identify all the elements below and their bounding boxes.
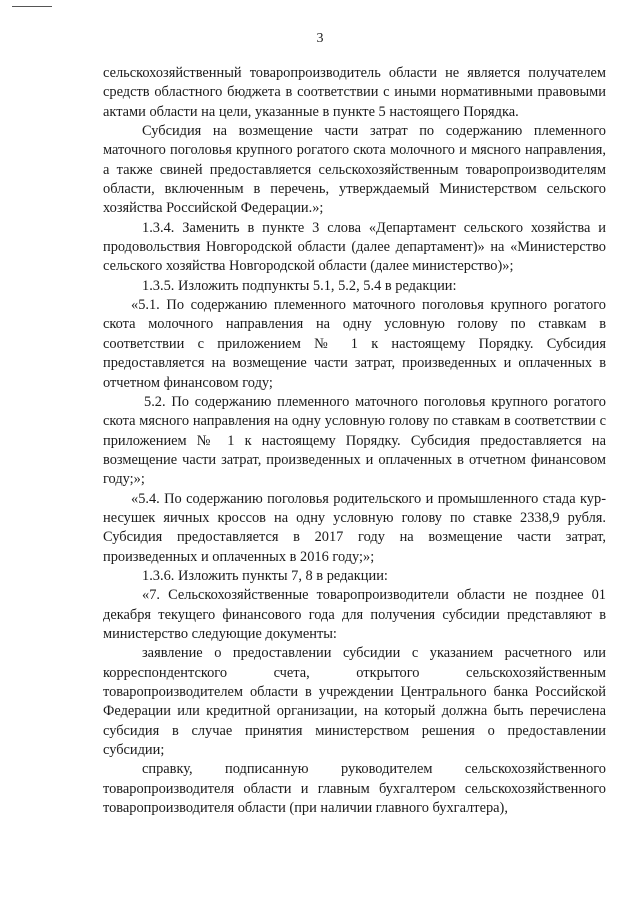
paragraph-5-2: 5.2. По содержанию племенного маточного поголовья крупного рогатого скота мясного направления на одну условную голову по ставкам в соответствии с приложением № 1 к настоящему Порядку. Субсидия предоставляется на возмещение части затрат, произведенных и оплаченных в отчетном финансовом году;»; (103, 393, 606, 488)
paragraph-1-3-5: 1.3.5. Изложить подпункты 5.1, 5.2, 5.4 в редакции: (142, 277, 457, 294)
paragraph-subsidy-recipients: Субсидия на возмещение части затрат по содержанию племенного маточного поголовья крупного рогатого скота молочного и мясного направления, а также свиней предоставляется сельскохозяйственным товаропроизводителям области, включенным в перечень, утверждаемый Министерством сельского хозяйства Российской Федерации.»; (103, 123, 606, 217)
header-rule (12, 6, 52, 7)
paragraph-certificate: справку, подписанную руководителем сельскохозяйственного товаропроизводителя области и главным бухгалтером сельскохозяйственного товаропроизводителя области (при наличии главного бухгалтера), (103, 761, 606, 817)
page-number: 3 (316, 31, 324, 46)
paragraph-application: заявление о предоставлении субсидии с указанием расчетного или корреспондентского счета, открытого сельскохозяйственным товаропроизводителем области в учреждении Центрального банка Российской Федерации или кредитной организации, на который должна быть перечислена субсидия в случае принятия министерством решения о предоставлении субсидии; (103, 645, 606, 759)
paragraph-1-3-6: 1.3.6. Изложить пункты 7, 8 в редакции: (142, 567, 388, 584)
paragraph-7: «7. Сельскохозяйственные товаропроизводители области не позднее 01 декабря текущего финансового года для получения субсидии представляют в министерство следующие документы: (103, 587, 606, 642)
paragraph-5-4: «5.4. По содержанию поголовья родительского и промышленного стада кур-несушек яичных кроссов на одну условную голову по ставке 2338,9 рубля. Субсидия предоставляется в 2017 году на возмещение части затрат, произведенных и оплаченных в 2016 году;»; (103, 490, 606, 565)
document-body (103, 64, 606, 818)
paragraph-1-3-4: 1.3.4. Заменить в пункте 3 слова «Департамент сельского хозяйства и продовольствия Новгородской области (далее департамент)» на «Министерство сельского хозяйства Новгородской области (далее министерство)»; (103, 219, 606, 275)
paragraph-5-1: «5.1. По содержанию племенного маточного поголовья крупного рогатого скота молочного направления на одну условную голову по ставкам в соответствии с приложением № 1 к настоящему Порядку. Субсидия предоставляется на возмещение части затрат, произведенных и оплаченных в отчетном финансовом году; (103, 297, 606, 391)
paragraph-continuation: сельскохозяйственный товаропроизводитель области не является получателем средств областного бюджета в соответствии с иными нормативными правовыми актами области на цели, указанные в пункте 5 настоящего Порядка. (103, 65, 606, 120)
